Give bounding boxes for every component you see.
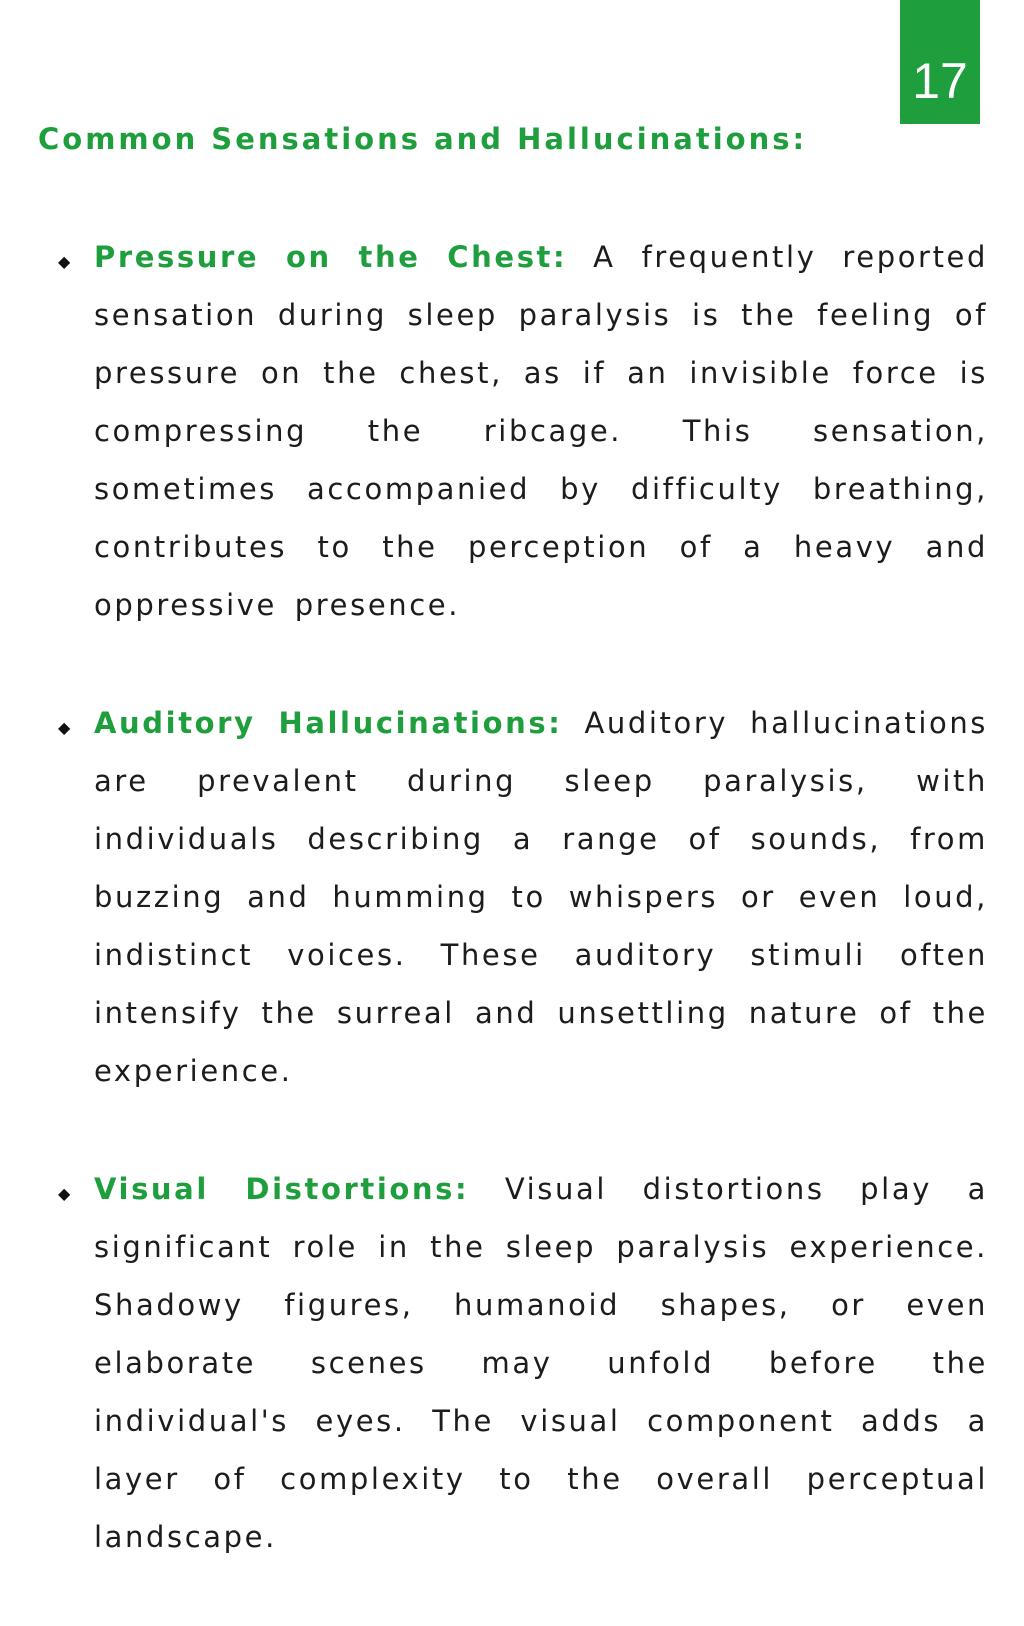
diamond-bullet-icon: ◆ [58, 1184, 71, 1203]
list-item-paragraph [94, 228, 988, 634]
list-item-visual [0, 1160, 1024, 1566]
list-item-paragraph [94, 1160, 988, 1566]
section-heading: Common Sensations and Hallucinations: [38, 122, 808, 156]
list-item-text: Visual distortions play a significant role in the sleep paralysis experience. Shadowy figures, humanoid shapes, or even elaborate scenes may unfold before the individual's eyes. The visual component adds a layer of complexity to the overall perceptual landscape. [94, 1172, 988, 1554]
list-item-term: Pressure on the Chest: [94, 240, 568, 274]
page-number-badge: 17 [900, 0, 980, 124]
list-item-pressure [0, 228, 1024, 634]
diamond-bullet-icon: ◆ [58, 718, 71, 737]
diamond-bullet-icon: ◆ [58, 252, 71, 271]
list-item-paragraph [94, 694, 988, 1100]
list-item-term: Auditory Hallucinations: [94, 706, 563, 740]
list-item-text: Auditory hallucinations are prevalent during sleep paralysis, with individuals describing a range of sounds, from buzzing and humming to whispers or even loud, indistinct voices. These auditory stimuli often intensify the surreal and unsettling nature of the experience. [94, 706, 989, 1088]
list-item-auditory [0, 694, 1024, 1100]
list-item-term: Visual Distortions: [94, 1172, 470, 1206]
list-item-text: A frequently reported sensation during sleep paralysis is the feeling of pressure on the chest, as if an invisible force is compressing the ribcage. This sensation, sometimes accompanied by difficulty breathing, contributes to the perception of a heavy and oppressive presence. [94, 240, 988, 622]
sensations-list [0, 228, 1024, 1626]
